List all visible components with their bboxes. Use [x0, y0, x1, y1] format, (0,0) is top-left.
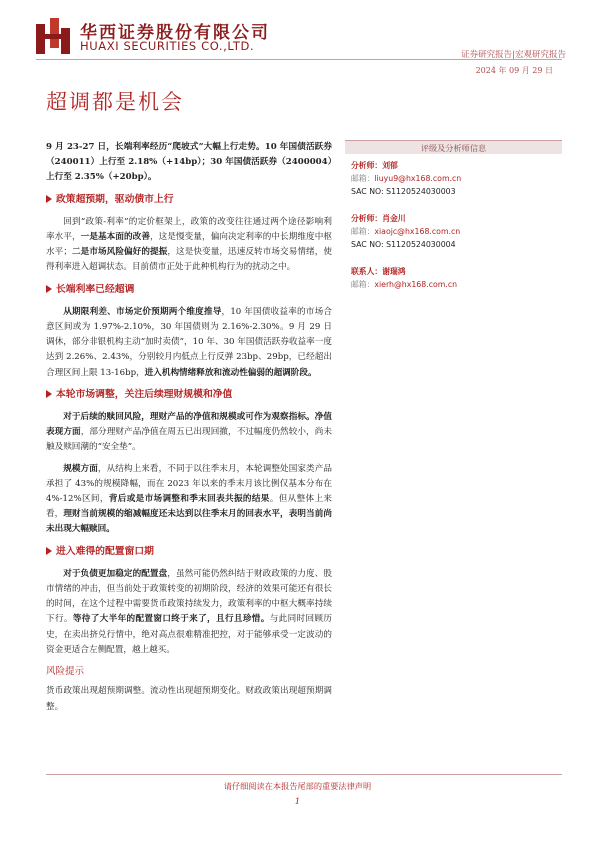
analyst-name: 刘郁 — [382, 161, 398, 170]
section-heading-text: 政策超预期，驱动债市上行 — [56, 193, 174, 205]
contact-email-link[interactable]: xierh@hx168.com.cn — [374, 280, 458, 289]
analyst-card — [345, 159, 562, 198]
header-divider — [36, 59, 562, 60]
report-header — [36, 16, 566, 60]
email-label: 邮箱： — [351, 227, 375, 236]
triangle-bullet-icon — [46, 390, 52, 398]
analyst-name-line — [351, 212, 562, 225]
analyst-card — [345, 212, 562, 251]
paragraph — [46, 567, 332, 658]
analyst-email-link[interactable]: liuyu9@hx168.com.cn — [374, 174, 462, 183]
bold-run: 对于后续的赎回风险，理财产品的净值和规模或可作为观察指标。净值表现方面 — [46, 412, 332, 438]
analyst-sidebar — [345, 140, 562, 305]
main-content — [46, 140, 332, 721]
analyst-sac: SAC NO: S1120524030003 — [351, 187, 456, 196]
section-heading-text: 长端利率已经超调 — [56, 283, 135, 295]
triangle-bullet-icon — [46, 195, 52, 203]
page-number: 1 — [294, 797, 301, 807]
text-run: 。但从整体上来看， — [46, 494, 332, 520]
huaxi-logo-icon — [36, 18, 70, 54]
report-date: 2024 年 09 月 29 日 — [475, 66, 553, 75]
contact-role: 联系人： — [351, 267, 383, 276]
text-run: ，这是慢变量，偏向决定利率的中长期维度中枢水平； — [46, 232, 332, 258]
triangle-bullet-icon — [46, 547, 52, 555]
text-run: ，虽然可能仍然纠结于财政政策的力度、股市情绪的冲击，但当前处于政策转变的初期阶段，经济的效果可能还有很长的时间，在这个过程中需要货币政策持续发力，政策利率的中枢大概率持续下行。 — [46, 568, 332, 625]
bold-run: 对于负债更加稳定的配置盘 — [63, 568, 168, 579]
paragraph — [46, 305, 332, 381]
section-heading-overshoot — [46, 282, 332, 297]
legal-notice: 请仔细阅读在本报告尾部的重要法律声明 — [223, 781, 372, 791]
analyst-sac: SAC NO: S1120524030004 — [351, 240, 456, 249]
bold-run: 等待了大半年的配置窗口终于来了，且行且珍惜。 — [72, 614, 270, 625]
text-run: ，10 年国债收益率的市场合意区间或为 1.97%-2.10%，30 年国债则为 2.16%-2.30%。9 月 29 日调休，部分非银机构主动“加时卖债”，10 年、30 年国债活跃券收益率一度达到 2.26%、2.43%，分别较月内低点上行反弹 23bp、29bp，已经超出合理区间上限 13-16bp， — [46, 306, 332, 378]
bold-run: 从期限利差、市场定价预期两个维度推导 — [63, 306, 222, 317]
bold-run: 规模方面 — [63, 463, 98, 474]
lead-paragraph — [46, 140, 332, 186]
section-heading-allocation — [46, 544, 332, 559]
paragraph — [46, 215, 332, 276]
lead-bold-text: 9 月 23-27 日，长端利率经历“爬坡式”大幅上行走势。10 年国债活跃券（240011）上行至 2.18%（+14bp）；30 年国债活跃券（2400004）上行至 2.35%（+20bp）。 — [46, 142, 332, 183]
analyst-name-line — [351, 159, 562, 172]
analyst-role: 分析师： — [351, 214, 383, 223]
risk-heading: 风险提示 — [46, 666, 85, 678]
text-run: ，从结构上来看，不同于以往季末月，本轮调整处国家类产品承担了 43%的规模降幅，而在 2023 年以来的季末月该比例仅基本分布在 4%-12%区间， — [46, 463, 332, 505]
analyst-email-link[interactable]: xiaojc@hx168.com.cn — [374, 227, 461, 236]
triangle-bullet-icon — [46, 285, 52, 293]
section-heading-text: 进入难得的配置窗口期 — [56, 545, 154, 557]
email-label: 邮箱： — [351, 174, 375, 183]
analyst-email-line — [351, 225, 562, 238]
paragraph — [46, 462, 332, 538]
report-type: 证券研究报告|宏观研究报告 — [461, 50, 566, 60]
analyst-role: 分析师： — [351, 161, 383, 170]
company-name-en: HUAXI SECURITIES CO.,LTD. — [80, 39, 255, 53]
text-run: ，这是快变量，迅速反转市场交易情绪，使得利率进入超调状态。目前债市正处于此种机构行为的扰动之中。 — [46, 247, 332, 273]
section-heading-wealth-mgmt — [46, 387, 332, 402]
bold-run: 进入机构情绪释放和流动性偏弱的超调阶段。 — [144, 367, 317, 378]
analyst-name: 肖金川 — [382, 214, 406, 223]
contact-name-line — [351, 265, 562, 278]
text-run: ，部分理财产品净值在周五已出现回撤，不过幅度仍然较小，尚未触及赎回潮的“安全垫”。 — [46, 427, 332, 453]
paragraph — [46, 410, 332, 456]
text-run: 回到“政策-利率”的定价框架上，政策的改变往往通过两个途径影响利率水平， — [46, 216, 332, 243]
section-heading-policy — [46, 192, 332, 207]
analyst-email-line — [351, 172, 562, 185]
bold-run: 理财当前规模的缩减幅度还未达到以往季末月的回表水平，表明当前尚未出现大幅赎回。 — [46, 509, 332, 535]
section-heading-text: 本轮市场调整，关注后续理财规模和净值 — [56, 388, 233, 400]
report-title: 超调都是机会 — [46, 90, 184, 114]
sidebar-heading: 评级及分析师信息 — [345, 140, 562, 154]
email-label: 邮箱： — [351, 280, 375, 289]
contact-email-line — [351, 278, 562, 291]
bold-run: 二是市场风险偏好的提振 — [71, 247, 168, 258]
bold-run: 一是基本面的改善 — [80, 232, 151, 243]
risk-body: 货币政策出现超预期调整。流动性出现超预期变化。财政政策出现超预期调整。 — [46, 686, 332, 712]
contact-name: 谢瑞鸿 — [382, 267, 406, 276]
company-name-cn: 华西证券股份有限公司 — [80, 23, 270, 43]
bold-run: 背后或是市场调整和季末回表共振的结果 — [108, 494, 270, 505]
footer-divider — [46, 774, 562, 775]
contact-card — [345, 265, 562, 291]
text-run: 与此同时回顾历史，在卖出挤兑行情中，绝对高点很难精准把控，对于能够承受一定波动的资金更适合左侧配置，越上越买。 — [46, 614, 332, 655]
